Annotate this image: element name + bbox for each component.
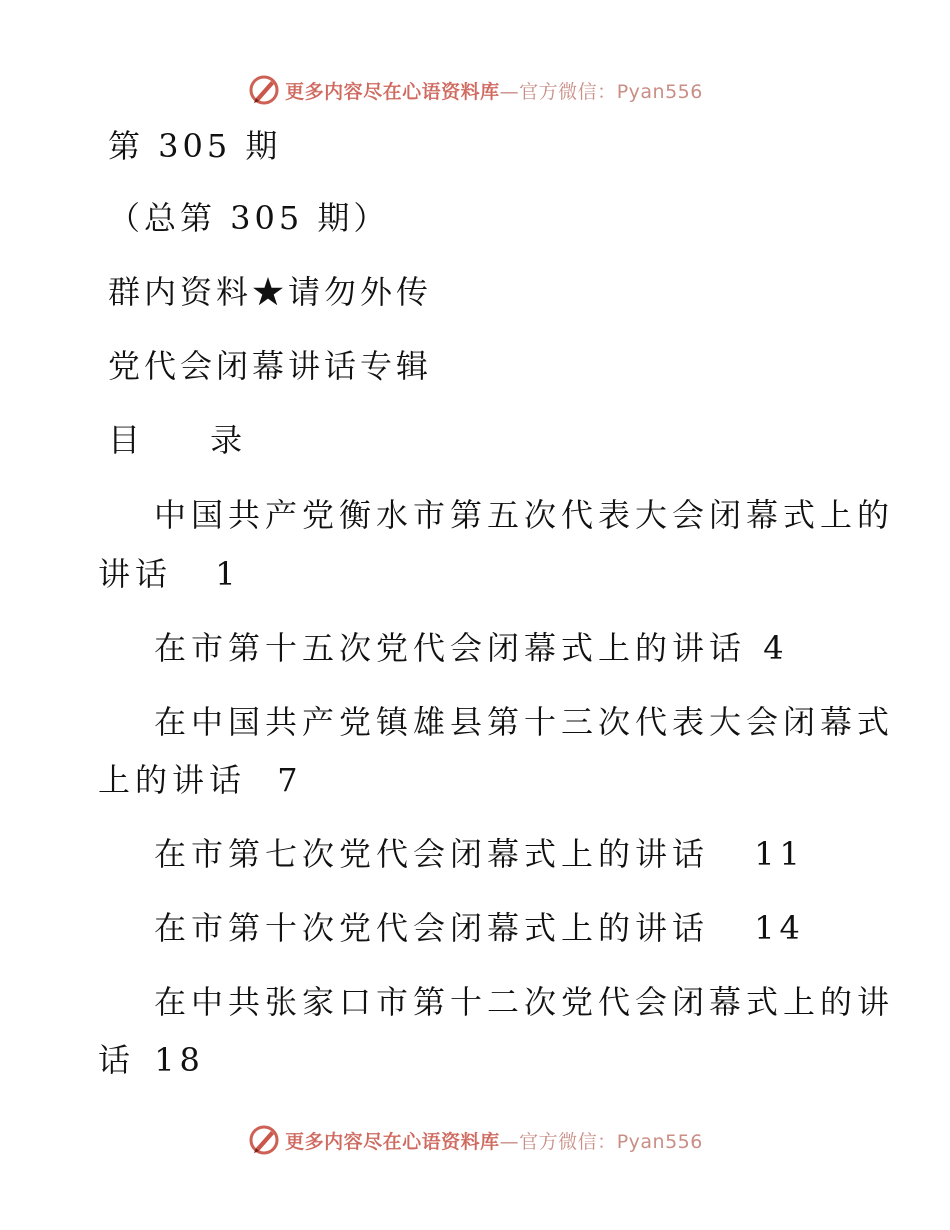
toc-item-5[interactable] (154, 908, 805, 948)
toc-item-3-title-end: 上的讲话 (98, 761, 247, 799)
toc-item-6-line-2[interactable] (98, 1040, 205, 1080)
watermark-text (285, 1127, 703, 1154)
watermark-wechat-id: Pyan556 (616, 80, 703, 103)
toc-item-1-line-1[interactable]: 中国共产党衡水市第五次代表大会闭幕式上的 (154, 496, 895, 534)
toc-heading: 目 录 (108, 421, 273, 459)
toc-item-5-page: 14 (754, 909, 805, 947)
toc-item-2[interactable] (154, 628, 789, 668)
watermark-dash: — (499, 80, 520, 103)
watermark-banner-top (0, 70, 950, 110)
total-issue-number: （总第 305 期） (108, 199, 390, 237)
watermark-dash: — (499, 1130, 520, 1153)
toc-item-6-page: 18 (154, 1041, 205, 1079)
toc-item-6-title-end: 话 (98, 1041, 136, 1079)
toc-item-1-line-2[interactable] (98, 554, 241, 594)
toc-item-2-title: 在市第十五次党代会闭幕式上的讲话 (154, 629, 747, 667)
toc-item-5-title: 在市第十次党代会闭幕式上的讲话 (154, 909, 710, 947)
issue-number: 第 305 期 (108, 127, 282, 165)
watermark-main: 更多内容尽在心语资料库 (285, 80, 500, 103)
toc-item-4-page: 11 (754, 835, 805, 873)
toc-item-1-page: 1 (215, 555, 241, 593)
pen-circle-logo-icon (247, 73, 281, 107)
toc-item-2-page: 4 (763, 629, 789, 667)
collection-title: 党代会闭幕讲话专辑 (108, 347, 433, 385)
toc-item-6-line-1[interactable]: 在中共张家口市第十二次党代会闭幕式上的讲 (154, 983, 895, 1021)
toc-item-3-line-1[interactable]: 在中国共产党镇雄县第十三次代表大会闭幕式 (154, 703, 895, 741)
watermark-sub: 官方微信： (519, 1130, 617, 1153)
confidential-notice: 群内资料★请勿外传 (108, 273, 433, 311)
toc-item-4[interactable] (154, 834, 805, 874)
watermark-sub: 官方微信： (519, 80, 617, 103)
toc-item-3-line-2[interactable] (98, 760, 303, 800)
toc-item-3-page: 7 (277, 761, 303, 799)
watermark-banner-bottom (0, 1120, 950, 1160)
watermark-wechat-id: Pyan556 (616, 1130, 703, 1153)
watermark-text (285, 77, 703, 104)
toc-item-4-title: 在市第七次党代会闭幕式上的讲话 (154, 835, 710, 873)
toc-item-1-title-end: 讲话 (98, 555, 173, 593)
watermark-main: 更多内容尽在心语资料库 (285, 1130, 500, 1153)
pen-circle-logo-icon (247, 1123, 281, 1157)
